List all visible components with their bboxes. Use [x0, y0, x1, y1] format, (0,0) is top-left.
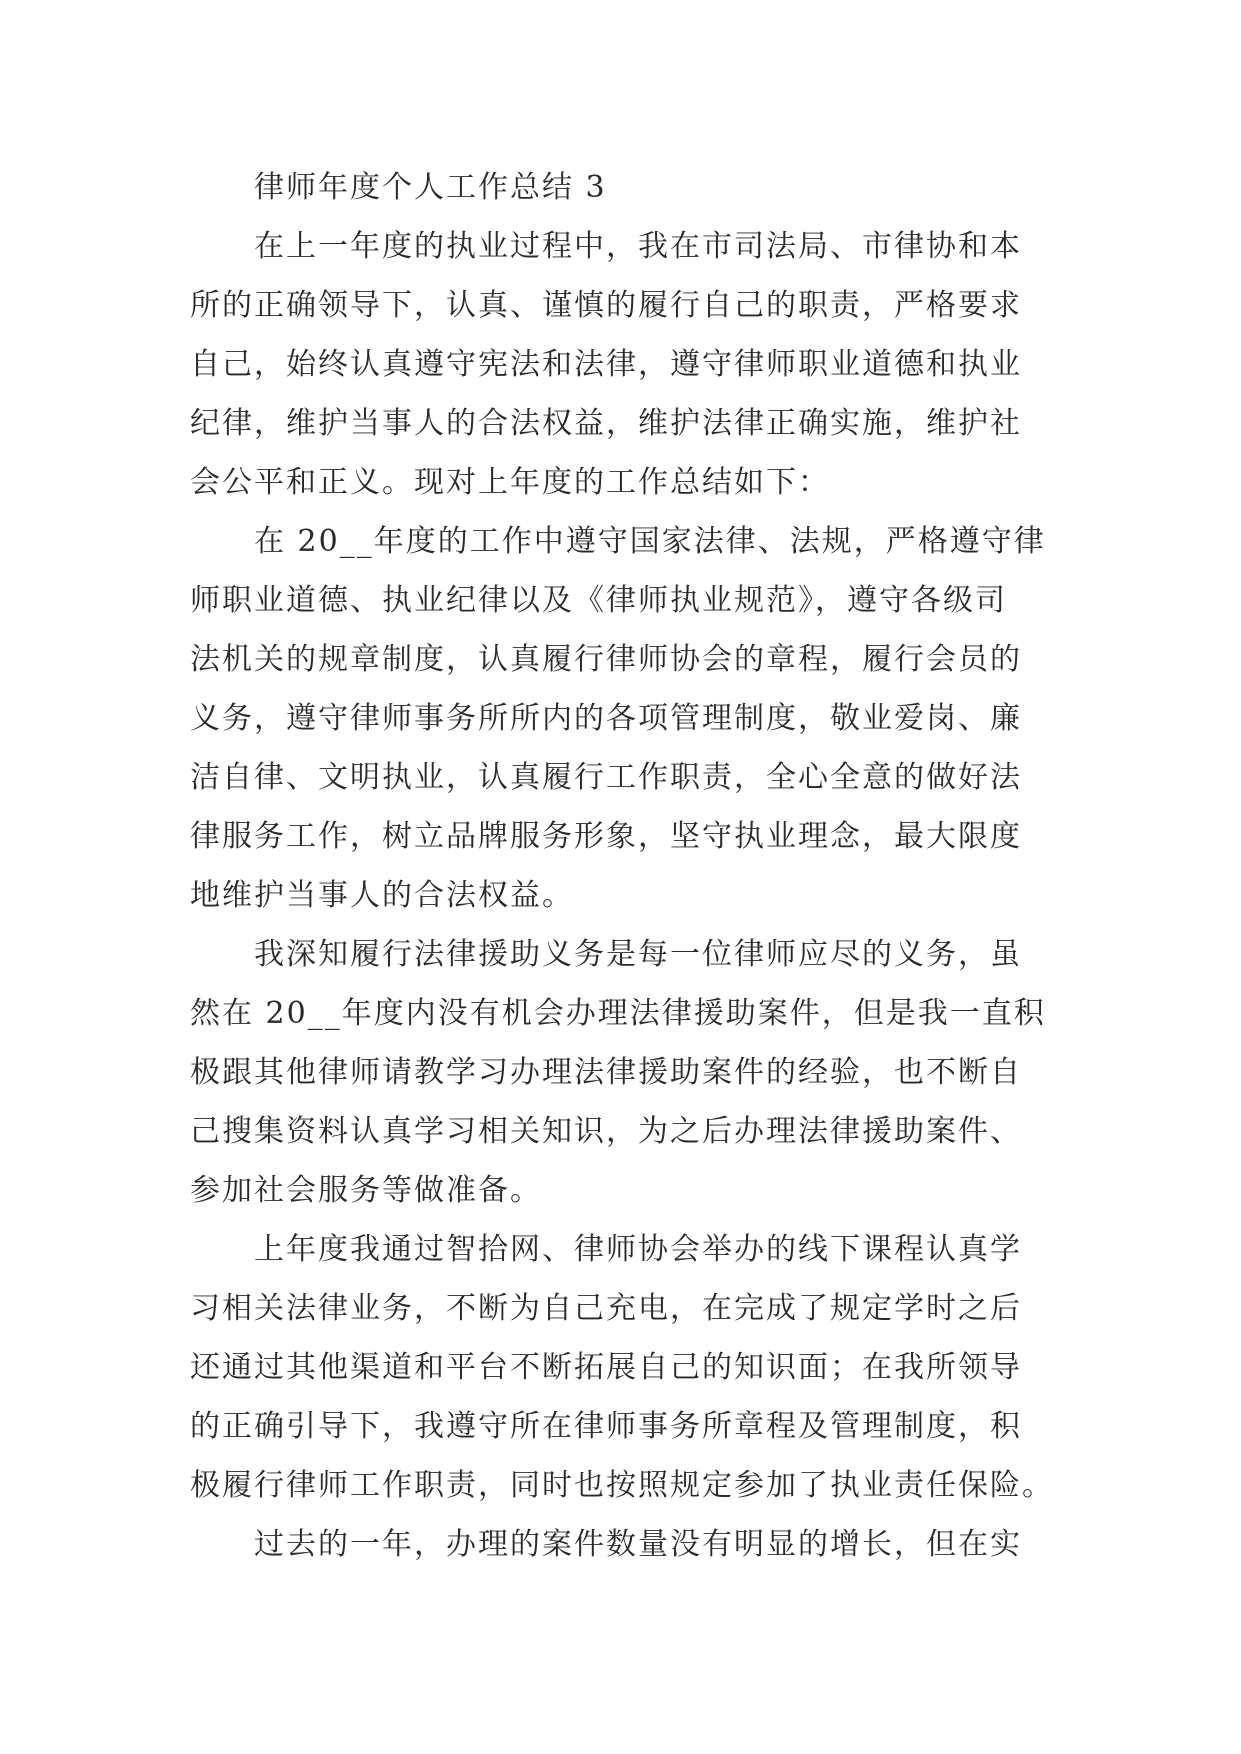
document-body	[190, 158, 1055, 1574]
text-line: 极跟其他律师请教学习办理法律援助案件的经验，也不断自	[190, 1055, 1022, 1090]
text-line: 极履行律师工作职责，同时也按照规定参加了执业责任保险。	[190, 1468, 1054, 1503]
text-line: 纪律，维护当事人的合法权益，维护法律正确实施，维护社	[190, 406, 1022, 441]
text-line: 的正确引导下，我遵守所在律师事务所章程及管理制度，积	[190, 1409, 1022, 1444]
text-line: 律服务工作，树立品牌服务形象，坚守执业理念，最大限度	[190, 819, 1022, 854]
text-line: 所的正确领导下，认真、谨慎的履行自己的职责，严格要求	[190, 288, 1022, 323]
text-line: 洁自律、文明执业，认真履行工作职责，全心全意的做好法	[190, 760, 1022, 795]
text-line: 义务，遵守律师事务所所内的各项管理制度，敬业爱岗、廉	[190, 701, 1022, 736]
text-line: 参加社会服务等做准备。	[190, 1173, 542, 1208]
text-line: 在上一年度的执业过程中，我在市司法局、市律协和本	[254, 229, 1022, 264]
document-title: 律师年度个人工作总结 3	[254, 170, 607, 205]
text-line: 然在 20__年度内没有机会办理法律援助案件，但是我一直积	[190, 996, 1046, 1031]
text-line: 还通过其他渠道和平台不断拓展自己的知识面；在我所领导	[190, 1350, 1022, 1385]
text-line: 地维护当事人的合法权益。	[190, 878, 574, 913]
text-line: 上年度我通过智拾网、律师协会举办的线下课程认真学	[254, 1232, 1022, 1267]
text-line: 自己，始终认真遵守宪法和法律，遵守律师职业道德和执业	[190, 347, 1022, 382]
text-line: 师职业道德、执业纪律以及《律师执业规范》，遵守各级司	[190, 583, 1007, 618]
text-line: 习相关法律业务，不断为自己充电，在完成了规定学时之后	[190, 1291, 1022, 1326]
text-line: 我深知履行法律援助义务是每一位律师应尽的义务，虽	[254, 937, 1022, 972]
text-line: 法机关的规章制度，认真履行律师协会的章程，履行会员的	[190, 642, 1022, 677]
text-line: 过去的一年，办理的案件数量没有明显的增长，但在实	[254, 1527, 1022, 1562]
text-line: 己搜集资料认真学习相关知识，为之后办理法律援助案件、	[190, 1114, 1022, 1149]
text-line: 会公平和正义。现对上年度的工作总结如下：	[190, 465, 830, 500]
text-line: 在 20__年度的工作中遵守国家法律、法规，严格遵守律	[254, 524, 1046, 559]
